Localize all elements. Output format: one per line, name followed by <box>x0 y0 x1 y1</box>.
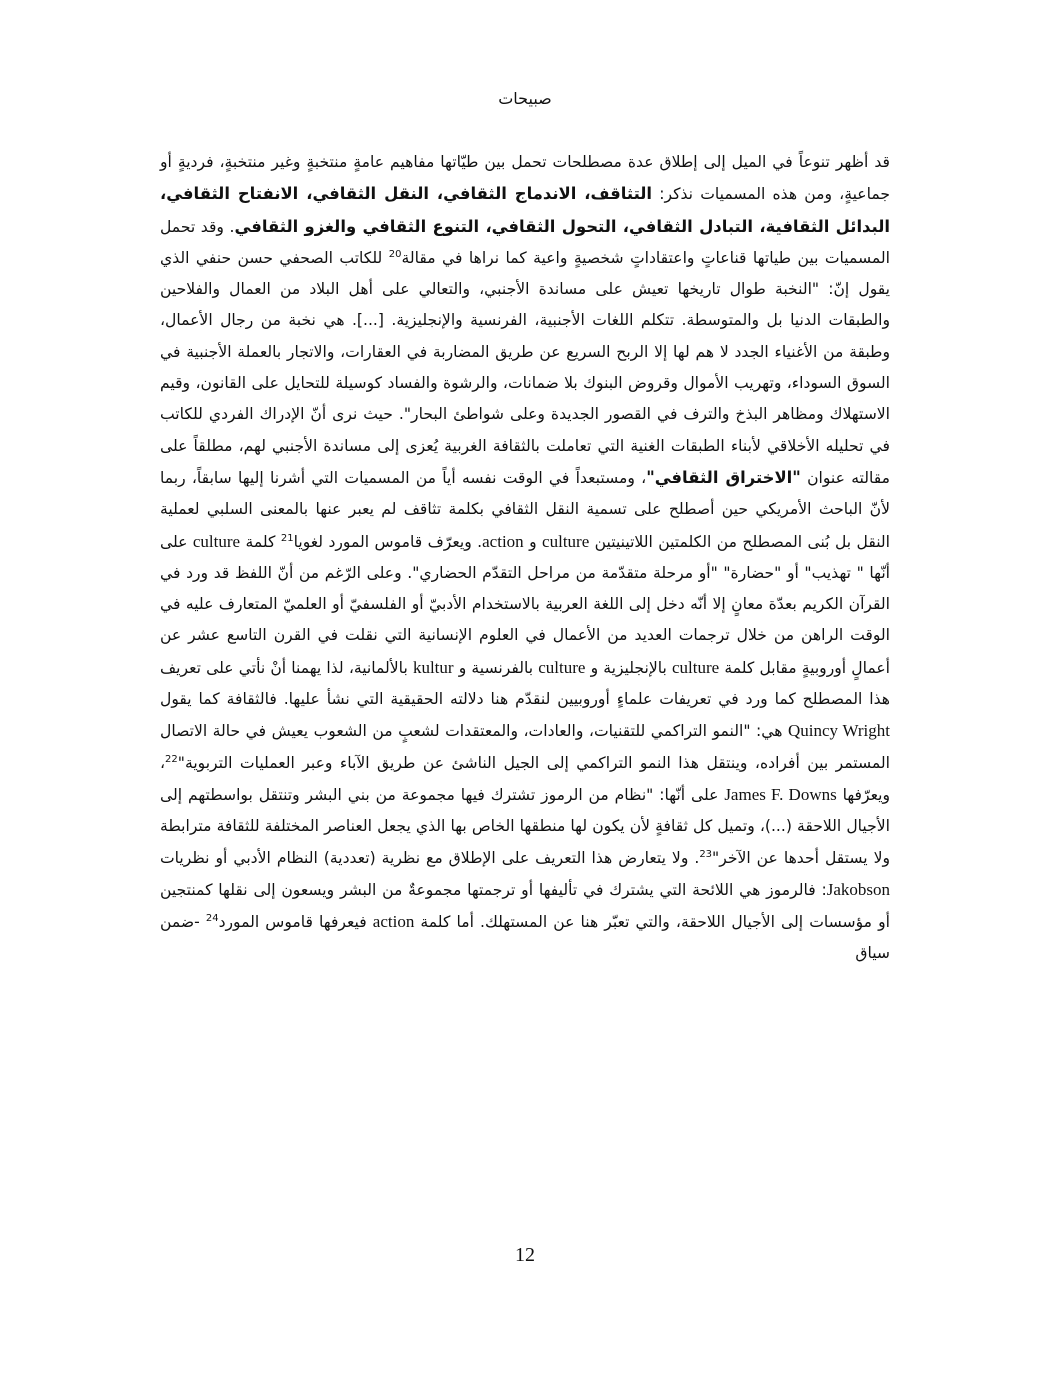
body-paragraph <box>160 147 890 970</box>
latin-term: culture <box>538 657 586 677</box>
text-segment: بالفرنسية و <box>453 658 539 677</box>
latin-author-name: Jakobson <box>826 879 890 899</box>
text-segment: و <box>523 532 543 551</box>
bold-article-title: "الاختراق الثقافي" <box>646 467 801 487</box>
latin-term: action <box>482 531 524 551</box>
text-segment: -ضمن سياق <box>160 913 890 963</box>
text-segment: . ولا يتعارض هذا التعريف على الإطلاق مع نظرية (تعددية) النظام الأدبي أو نظريات <box>160 848 700 867</box>
text-segment: على أنّها " تهذيب" أو "حضارة" "أو مرحلة متقدّمة من مراحل التقدّم الحضاري". وعلى الرّغم من أنّ اللفظ قد ورد في القرآن الكريم بعدّة معانٍ إلا أنّه دخل إلى اللغة العربية بالاستخدام الأدبيّ أو الفلسفيّ أو العلميّ المتعارف عليه في الوقت الراهن من خلال ترجمات العديد من الأعمال في العلوم الإنسانية التي نقلت في القرن التاسع عشر عن أعمالٍ أوروبيةٍ مقابل كلمة <box>160 532 890 677</box>
text-segment: هي: "النمو التراكمي للتقنيات، والعادات، والمعتقدات لشعبٍ من الشعوب يعيش في حالة الاتصال المستمر بين أفراده، وينتقل هذا النمو التراكمي إلى الجيل الناشئ عن طريق الآباء وعبر العمليات التربوية" <box>160 722 890 772</box>
text-segment: . وقد تحمل المسميات بين طياتها قناعاتٍ واعتقاداتٍ شخصيةٍ واعية كما نراها في مقالة <box>160 217 890 267</box>
text-segment: للكاتب الصحفي حسن حنفي الذي يقول إنّ: "النخبة طوال تاريخها تعيش على مساندة الأجنبي، والتعالي على أهل البلاد من العمال والفلاحين والطبقات الدنيا بل والمتوسطة. تتكلم اللغات الأجنبية، الفرنسية والإنجليزية. [...]. هي نخبة من رجال الأعمال، وطبقة من الأغنياء الجدد لا هم لها إلا الربح السريع عن طريق المضاربة في العقارات، والاتجار بالعملة الأجنبية في السوق السوداء، وتهريب الأموال وقروض البنوك بلا ضمانات، والرشوة والفساد كوسيلة للتحايل على القانون، وقيم الاستهلاك ومظاهر البذخ والترف في القصور الجديدة وعلى شواطئ البحار". حيث نرى أنّ الإدراك الفردي للكاتب في تحليله الأخلاقي لأبناء الطبقات الغنية التي تعاملت بالثقافة الغربية يُعزى إلى مساندة الأجنبي لهم، مطلقاً على مقالته عنوان <box>160 248 890 487</box>
text-segment: بالألمانية، لذا يهمنا أنْ نأتي على تعريف هذا المصطلح كما ورد في تعريفات علماءٍ أوروبيين لنقدّم هنا دلالته الحقيقية التي نشأ عليها. فالثقافة كما يقول <box>160 658 890 709</box>
latin-term: action <box>372 912 415 932</box>
text-segment: ، ويعرّفها <box>160 753 890 804</box>
text-segment: بالإنجليزية و <box>585 658 672 677</box>
bold-terms-list: التثاقف، الاندماج الثقافي، النقل الثقافي، الانفتاح الثقافي، البدائل الثقافية، التبادل الثقافي، التحول الثقافي، التنوع الثقافي والغزو الثقافي <box>160 184 890 236</box>
text-segment: قد أظهر تنوعاً في الميل إلى إطلاق عدة مصطلحات تحمل بين طيّاتها مفاهيم عامةٍ منتخبةٍ وغير منتخبةٍ، فرديةٍ أو جماعيةٍ، ومن هذه المسميات نذكر: <box>160 153 890 204</box>
footnote-ref-23[interactable]: 23 <box>699 848 713 860</box>
latin-author-name: James F. Downs <box>724 784 837 804</box>
latin-term: culture <box>671 657 720 677</box>
running-header: صبيحات <box>498 89 552 108</box>
latin-term: kultur <box>412 657 454 677</box>
text-segment: : فالرموز هي اللائحة التي يشترك في تأليفها أو ترجمتها مجموعةٌ من البشر ويسعون إلى نقلها كمنتجين أو مؤسسات إلى الأجيال اللاحقة، والتي تعبّر هنا عن المستهلك. أما كلمة <box>160 880 890 932</box>
footnote-ref-24[interactable]: 24 <box>205 912 219 924</box>
footnote-ref-21[interactable]: 21 <box>280 532 294 544</box>
text-segment: على أنّها: "نظام من الرموز تشترك فيها مجموعة من بني البشر وتنتقل بواسطتهم إلى الأجيال اللاحقة (...)، وتميل كل ثقافةٍ لأن يكون لها منطقها الخاص بها الذي يجعل العناصر المختلفة للثقافة مترابطة ولا يستقل أحدها عن الآخر" <box>160 785 890 867</box>
text-segment: فيعرفها قاموس المورد <box>218 913 373 932</box>
text-segment: كلمة <box>240 532 281 551</box>
latin-author-name: Quincy Wright <box>787 721 890 741</box>
footnote-ref-20[interactable]: 20 <box>388 248 402 260</box>
footnote-ref-22[interactable]: 22 <box>165 753 178 765</box>
page-number: 12 <box>515 1244 535 1266</box>
latin-term: culture <box>542 531 590 551</box>
latin-term: culture <box>192 531 241 551</box>
text-segment: ، ومستبعداً في الوقت نفسه أياً من المسميات التي أشرنا إليها سابقاً، ربما لأنّ الباحث الأمريكي حين أصطلح على تسمية النقل الثقافي بكلمة تثاقف لم يعبر عنها بالمعنى السلبي لعملية النقل بل بُنى المصطلح من الكلمتين اللاتينيتين <box>160 468 890 551</box>
text-segment: . ويعرّف قاموس المورد لغويا <box>293 532 483 551</box>
